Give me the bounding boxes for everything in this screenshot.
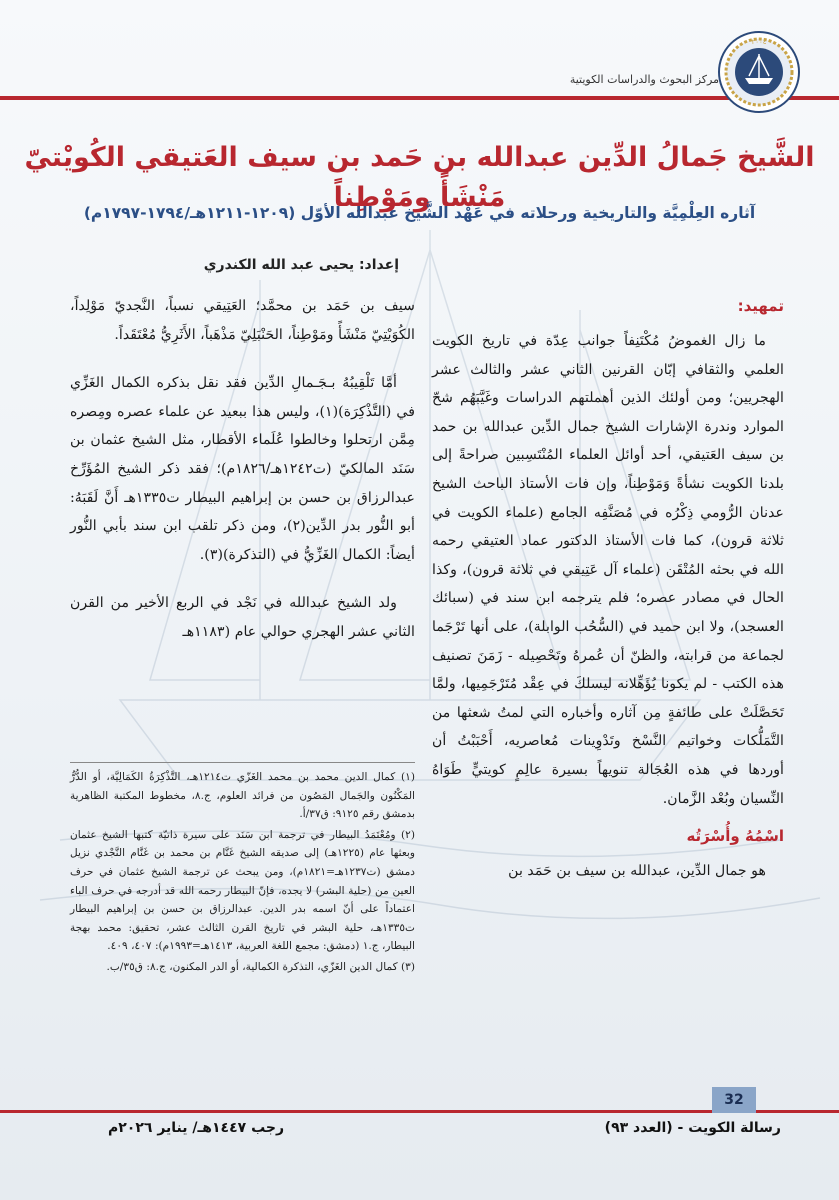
name-paragraph: هو جمال الدِّين، عبدالله بن سيف بن حَمَد بن [508,863,766,880]
right-column [432,295,784,900]
lineage-paragraph: سيف بن حَمَد بن محمَّد؛ العَتِيقي نسباً، النَّجديّ مَوْلِداً، الكُوَيْتِيّ مَنْشَأً ومَوْطِناً، الحَنْبَلِيّ مَذْهَباً، الأَثَرِيُّ مُعْتَقَداً. [70,298,415,343]
article-author: إعداد: يحيى عبد الله الكندري [203,257,399,273]
title-paragraph: أمَّا تَلْقِيبُهُ بـجَـمالِ الدِّين فقد نقل بذكره الكمال الغَزِّي في (التَّذْكِرَة)(١)، وليس هذا ببعيد عن علماء عصره ومِصره مِمَّن ارتحلوا وخالطوا عُلَماء الأقطار، مثل الشيخ عثمان بن سَنَد المالكيّ (ت١٢٤٢هـ/١٨٢٦م)؛ فقد ذكر الشيخ المُؤَرِّخ عبدالرزاق بن حسن بن إبراهيم البيطار ت١٣٣٥هـ أَنَّ لَقَبَهُ: أبو النُّور بدر الدِّين(٢)، ومن ذكر تلقب ابن سند بأبي النُّور أيضاً: الكمال الغَزِّيُّ في (التذكرة)(٣). [70,375,416,563]
name-heading: اسْمُهُ وأُسْرَتُه [686,827,784,846]
footnote-1: (١) كمال الدين محمد بن محمد الغَزّي ت١٢١٤هـ، التَّذْكِرَةُ الكَمَالِيَّة، أو الدُّرُّ المَكْنُون والجَمال المَصُون من فرائد العلوم، ج.٨، مخطوط المكتبة الظاهرية بدمشق رقم ٩١٢٥: ق٣٧/أ. [70,771,415,821]
footnote-3: (٣) كمال الدين الغَزّي، التذكرة الكمالية، أو الدر المكنون، ج.٨: ق٣٥/ب. [106,960,415,973]
intro-heading: تمهيد: [737,297,784,315]
header-rule [0,96,839,100]
logo-year: ٢٠٠٤ [751,38,767,46]
footnote-divider [70,762,415,763]
issue-date: رجب ١٤٤٧هـ/ يناير ٢٠٢٦م [108,1120,285,1136]
intro-paragraph: ما زال الغموضُ مُكْتَنِفاً جوانب عِدّة في تاريخ الكويت العلمي والثقافي إبّان القرنين الثاني عشر والثالث عشر الهجريين؛ ومن أولئك الذين أهملتهم الدراسات وغَيَّبَهُم شحّ الموارد وندرة الإشارات الشيخ جمال الدِّين عبدالله بن حمد بن سيف العَتيقي، أحد أوائل العلماء المُنْتَسِبين صراحةً إلى بلدنا الكويت نشأةً وَمَوْطِناً، وإن فات الأستاذ الباحث الشيخ عدنان الرُّومي ذِكْرُه في مُصَنَّفِه الجامع (علماء الكويت في ثلاثة قرون)، كما فات الأستاذ الدكتور عماد العتيقي رحمه الله في بحثه المُتْقَن (علماء آل عَتِيقي في ثلاثة قرون)، وكذا الحال في مصادر عصره؛ فلم يترجمه ابن سند في (سبائك العسجد)، ولا ابن حميد في (السُّحُب الوابلة)، على أنها تَرْجَما لجماعة من قرابته، والظنّ أن عُمرهُ وتَحْصِيله - زَمَنَ تصنيف هذه الكتب - لم يكونا يُؤَهِّلانه ليسلكَ في عِقْد مُتَرْجَمِيها، ولمَّا تَحَصَّلَتْ على طائفةٍ مِن آثاره وأخباره التي لمتُ شعثها من التَّمَلُّكات وخواتيم النَّسْخ وتَدْوِينات مُعاصريه، أَحْبَبْتُ أن أوردها في هذه العُجَالة تنويهاً بسيرة عالِمٍ كويتيٍّ طَوَاهُ النِّسيان وبُعْد الزَّمان. [432,333,784,807]
birth-paragraph: ولد الشيخ عبدالله في نَجْد في الربع الأخير من القرن الثاني عشر الهجري حوالي عام (١١٨٣هـ [70,595,415,640]
article-subtitle: آثاره العِلْمِيَّة والتاريخية ورحلاته في عَهْد الشَّيخ عبدالله الأوّل (١٢٠٩-١٢١١هـ/١٧٩٤-١٧٩٧م) [83,204,756,222]
article-title: الشَّيخ جَمالُ الدِّين عبدالله بن حَمد بن سيف العَتيقي الكُويْتيّ مَنْشَأً ومَوْطِناً [24,142,815,213]
footnote-2: (٢) ومُعْتَمَدُ البيطار في ترجمة ابن سَنَد على سيرة ذاتيّة كتبها الشيخ عثمان وبعثها عام (١٢٢٥هـ) إلى صديقه الشيخ غَنَّام بن محمد بن غَنَّام النَّجْدي نزيل دمشق (ت١٢٣٧هـ=١٨٢١م)، ومن يبحث عن ترجمة الشيخ عثمان في حرف العين من (حلية البشر) لا يجده، فإنّ البيطار رحمه الله قد أدرجه في حرف الباء اعتماداً على أنّ اسمه بدر الدين. عبدالرزاق بن حسن بن إبراهيم البيطار ت١٣٣٥هـ، حلية البشر في تاريخ القرن الثالث عشر، تحقيق: محمد بهجة البيطار، ج.١ (دمشق: مجمع اللغة العربية، ١٤١٣هـ=١٩٩٣م): ٤٠٧، ٤٠٩. [70,828,415,953]
journal-issue: رسالة الكويت - (العدد ٩٣) [604,1120,781,1136]
research-center-logo [717,30,801,114]
research-center-name: مركز البحوث والدراسات الكويتية [569,73,719,86]
left-column [70,292,415,667]
page-number: 32 [712,1087,756,1113]
footnotes [70,768,415,979]
